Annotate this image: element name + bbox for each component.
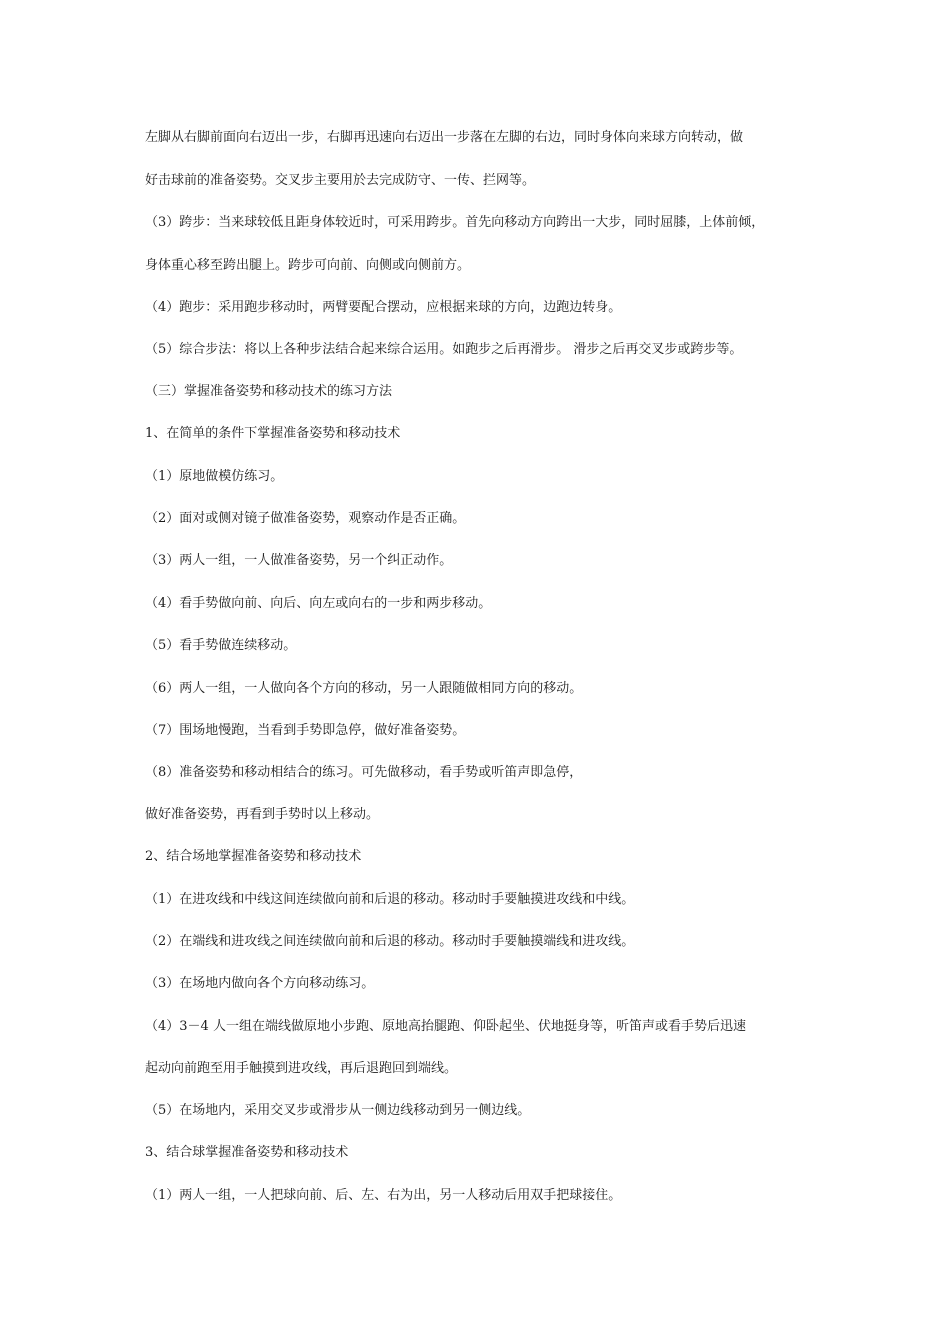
- paragraph-line: 身体重心移至跨出腿上。跨步可向前、向侧或向侧前方。: [145, 258, 471, 273]
- paragraph-line: （3）跨步：当来球较低且距身体较近时，可采用跨步。首先向移动方向跨出一大步，同时屈膝，上体前倾，: [145, 215, 765, 230]
- list-item: （4）看手势做向前、向后、向左或向右的一步和两步移动。: [145, 596, 492, 611]
- list-item: （8）准备姿势和移动相结合的练习。可先做移动，看手势或听笛声即急停，: [145, 765, 583, 780]
- section-heading: （三）掌握准备姿势和移动技术的练习方法: [145, 384, 393, 399]
- list-item: （2）面对或侧对镜子做准备姿势，观察动作是否正确。: [145, 511, 466, 526]
- list-item: （3）两人一组，一人做准备姿势，另一个纠正动作。: [145, 553, 453, 568]
- list-item: （2）在端线和进攻线之间连续做向前和后退的移动。移动时手要触摸端线和进攻线。: [145, 934, 635, 949]
- subsection-heading: 2、结合场地掌握准备姿势和移动技术: [145, 849, 362, 864]
- paragraph-line: 好击球前的准备姿势。交叉步主要用於去完成防守、一传、拦网等。: [145, 173, 536, 188]
- subsection-heading: 3、结合球掌握准备姿势和移动技术: [145, 1145, 349, 1160]
- list-item: （5）看手势做连续移动。: [145, 638, 297, 653]
- list-item: （4）3－4 人一组在端线做原地小步跑、原地高抬腿跑、仰卧起坐、伏地挺身等，听笛声或看手势后迅速: [145, 1019, 746, 1034]
- paragraph-line: 起动向前跑至用手触摸到进攻线，再后退跑回到端线。: [145, 1061, 458, 1076]
- list-item: （3）在场地内做向各个方向移动练习。: [145, 976, 375, 991]
- list-item: （6）两人一组，一人做向各个方向的移动，另一人跟随做相同方向的移动。: [145, 681, 583, 696]
- paragraph-line: （5）综合步法：将以上各种步法结合起来综合运用。如跑步之后再滑步。 滑步之后再交叉步或跨步等。: [145, 342, 743, 357]
- subsection-heading: 1、在简单的条件下掌握准备姿势和移动技术: [145, 426, 401, 441]
- list-item: （5）在场地内，采用交叉步或滑步从一侧边线移动到另一侧边线。: [145, 1103, 531, 1118]
- list-item: （1）两人一组，一人把球向前、后、左、右为出，另一人移动后用双手把球接住。: [145, 1188, 622, 1203]
- paragraph-line: 左脚从右脚前面向右迈出一步，右脚再迅速向右迈出一步落在左脚的右边，同时身体向来球方向转动，做: [145, 130, 744, 145]
- list-item: （1）原地做模仿练习。: [145, 469, 284, 484]
- list-item: （7）围场地慢跑，当看到手势即急停，做好准备姿势。: [145, 723, 466, 738]
- list-item: （1）在进攻线和中线这间连续做向前和后退的移动。移动时手要触摸进攻线和中线。: [145, 892, 635, 907]
- paragraph-line: 做好准备姿势，再看到手势时以上移动。: [145, 807, 380, 822]
- paragraph-line: （4）跑步：采用跑步移动时，两臂要配合摆动，应根据来球的方向，边跑边转身。: [145, 300, 622, 315]
